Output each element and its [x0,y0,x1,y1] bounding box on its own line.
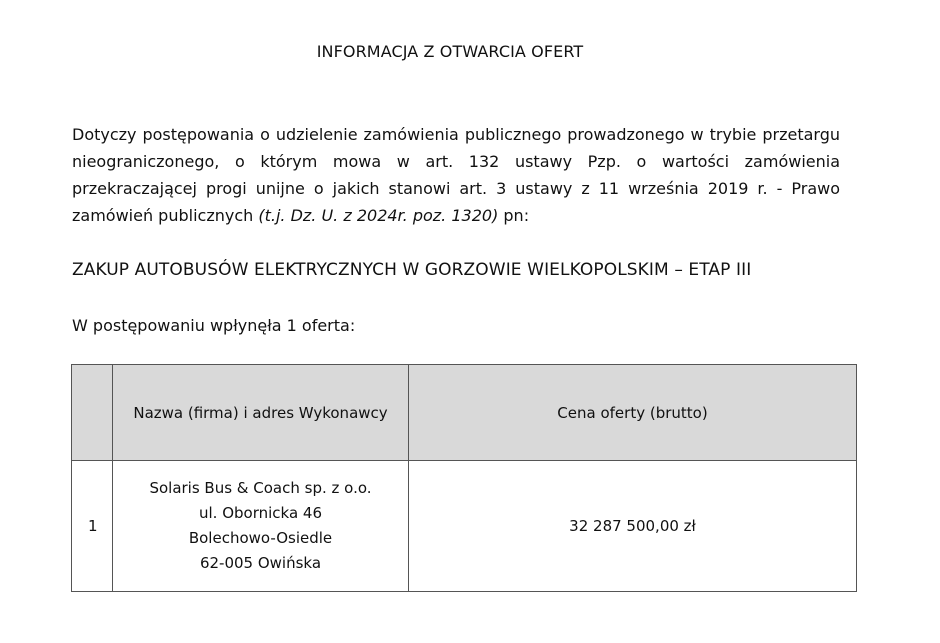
intro-paragraph [72,121,840,229]
contractor-locality: Bolechowo-Osiedle [188,529,333,547]
contractor-name: Solaris Bus & Coach sp. z o.o. [149,479,372,497]
contractor-cell [113,461,409,592]
header-contractor: Nazwa (firma) i adres Wykonawcy [113,365,409,461]
header-number [72,365,113,461]
header-price: Cena oferty (brutto) [409,365,857,461]
intro-suffix: pn: [498,206,530,225]
page-title: INFORMACJA Z OTWARCIA OFERT [316,42,584,61]
table-row [72,461,857,592]
contractor-street: ul. Obornicka 46 [198,504,322,522]
contractor-postal-city: 62-005 Owińska [199,554,322,572]
procurement-subject: ZAKUP AUTOBUSÓW ELEKTRYCZNYCH W GORZOWIE WIELKOPOLSKIM – ETAP III [72,260,752,280]
offer-price: 32 287 500,00 zł [409,461,857,592]
offer-number: 1 [72,461,113,592]
offers-count: W postępowaniu wpłynęła 1 oferta: [72,316,356,335]
intro-legal-reference: (t.j. Dz. U. z 2024r. poz. 1320) [258,206,499,225]
intro-text: Dotyczy postępowania o udzielenie zamówienia publicznego prowadzonego w trybie przetargu nieograniczonego, o którym mowa w art. 132 ustawy Pzp. o wartości zamówienia przekraczającej progi unijne o jakich stanowi art. 3 ustawy z 11 września 2019 r. - Prawo zamówień publicznych [72,125,840,225]
table-header-row [72,365,857,461]
offers-table [71,364,857,592]
